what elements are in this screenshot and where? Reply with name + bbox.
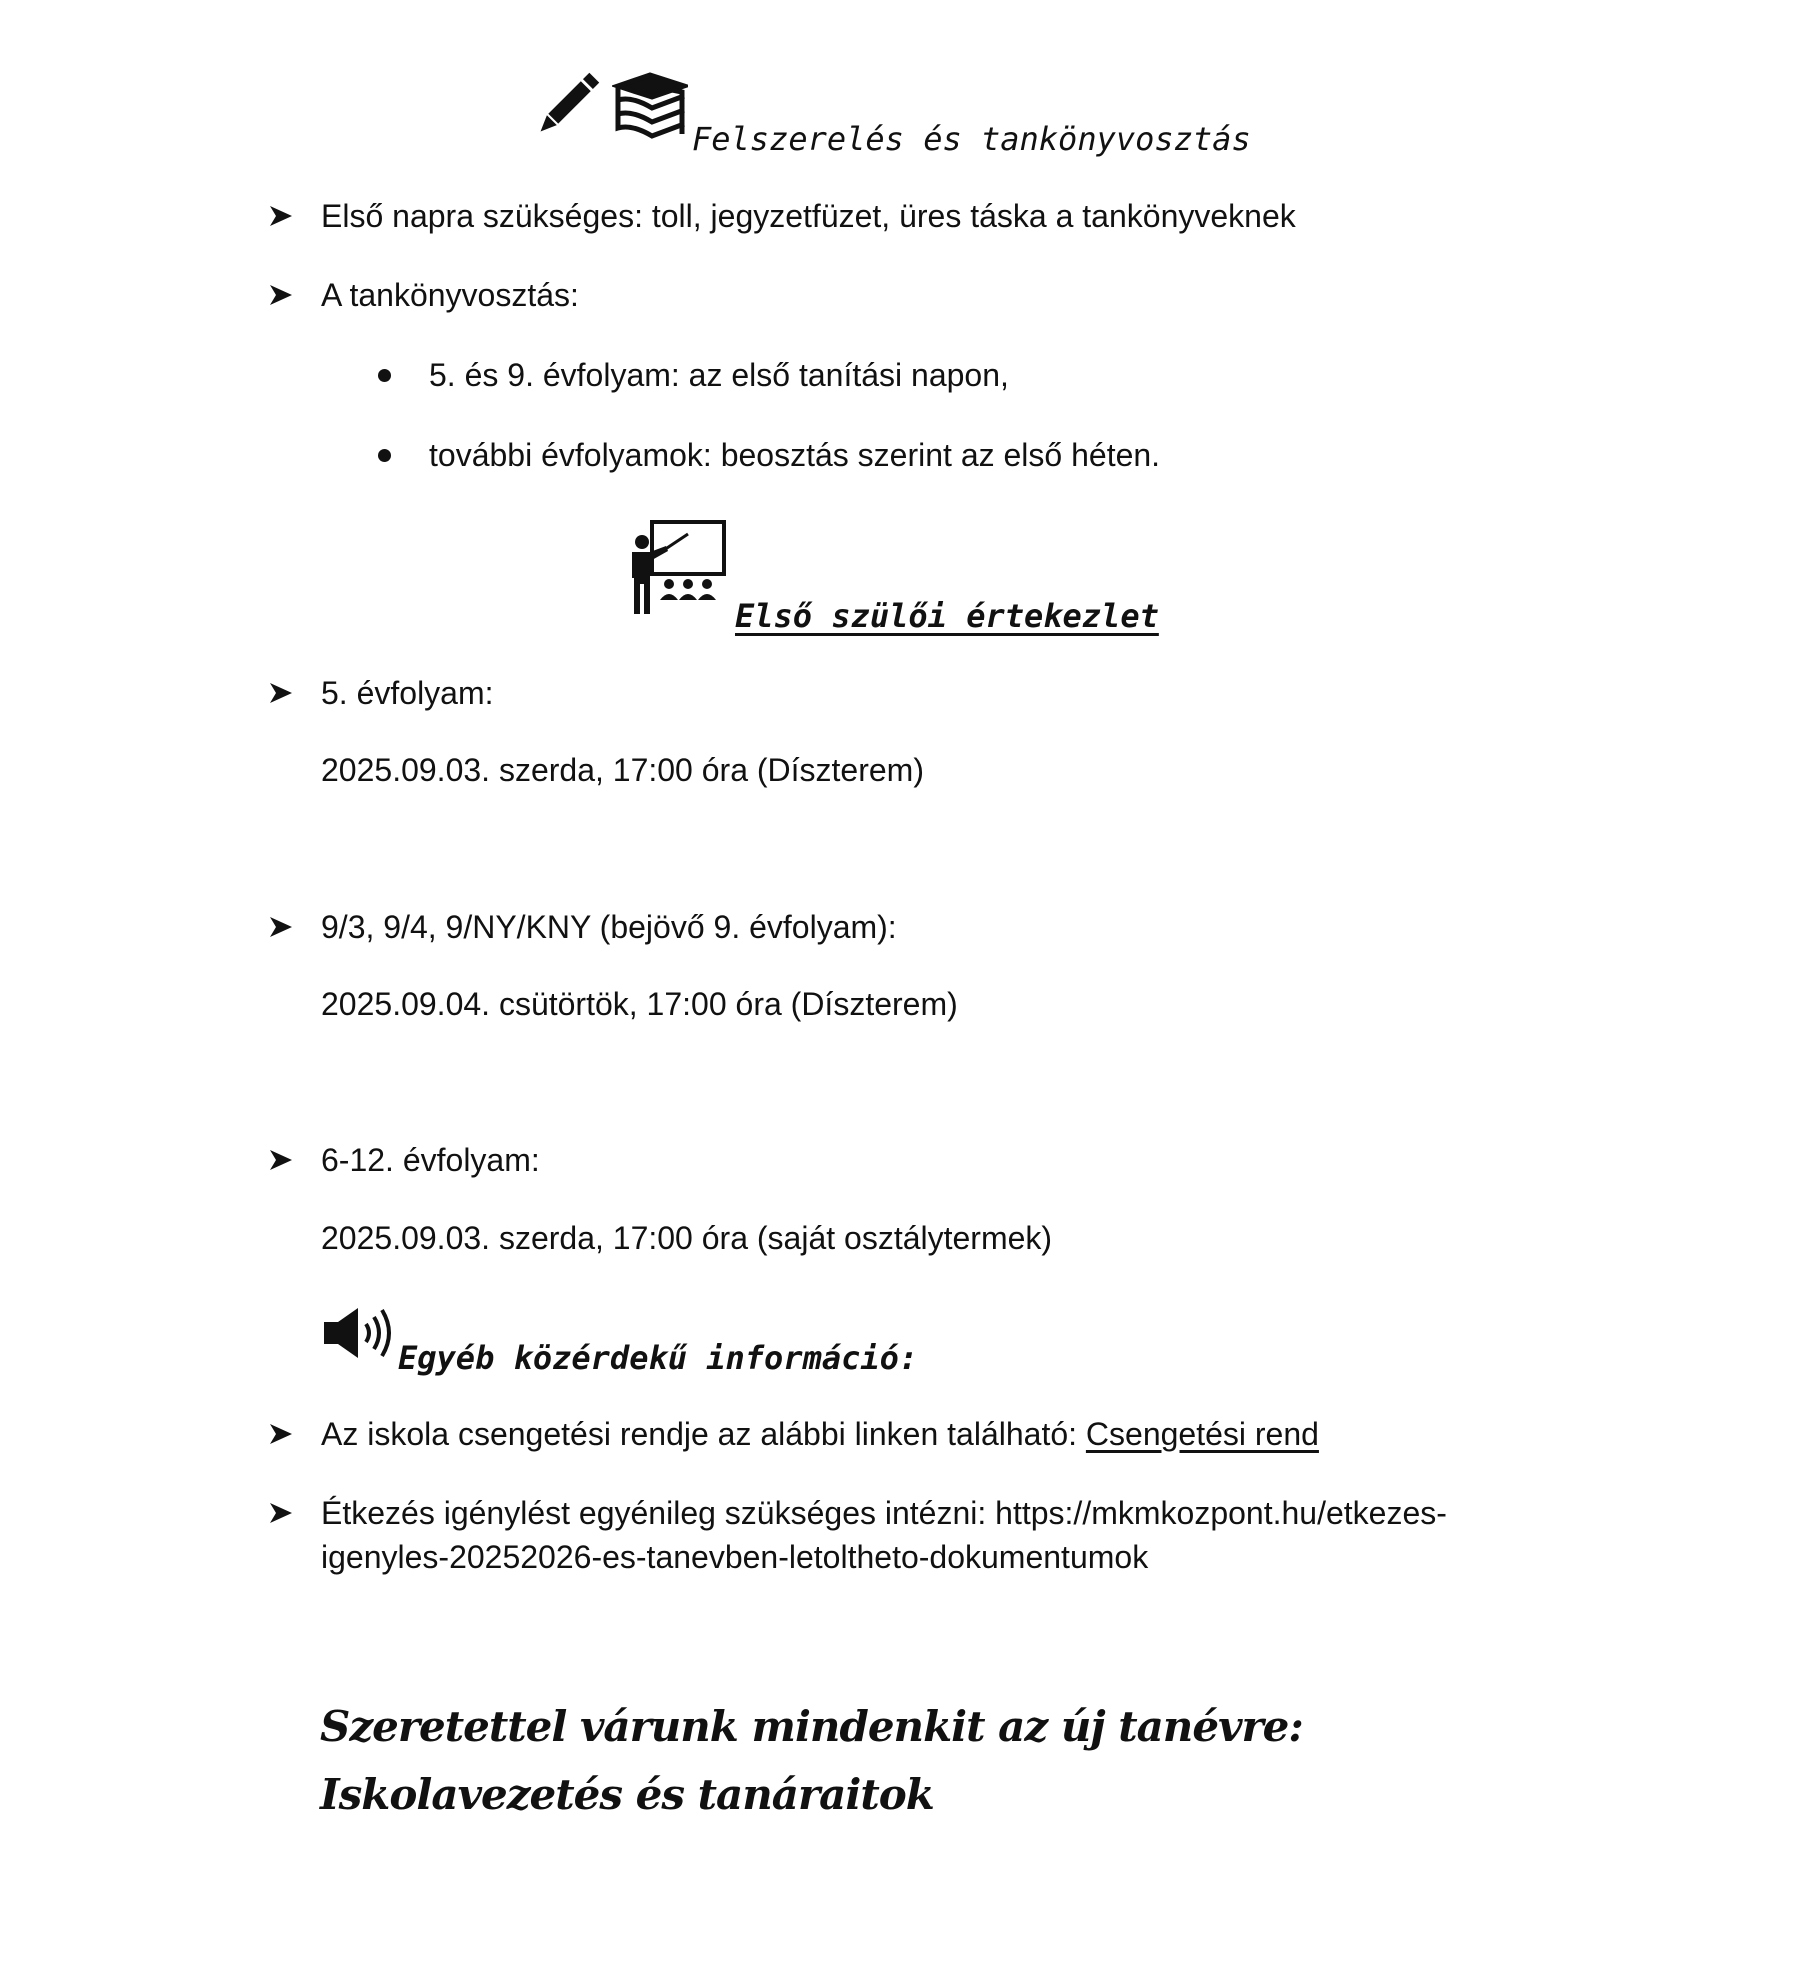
closing-greeting: Szeretettel várunk mindenkit az új tanévre: bbox=[320, 1702, 1303, 1751]
closing-signature: Iskolavezetés és tanáraitok bbox=[320, 1770, 934, 1819]
bell-schedule-item bbox=[321, 1414, 1319, 1454]
meal-request-line2: igenyles-20252026-es-tanevben-letoltheto-dokumentumok bbox=[321, 1539, 1149, 1575]
meeting-detail: 2025.09.03. szerda, 17:00 óra (Díszterem) bbox=[321, 752, 924, 788]
section-title-equipment: Felszerelés és tankönyvosztás bbox=[692, 120, 1251, 158]
bell-schedule-link[interactable]: Csengetési rend bbox=[1085, 1416, 1319, 1452]
section-title-parent-meeting: Első szülői értekezlet bbox=[735, 597, 1159, 635]
meeting-label: 5. évfolyam: bbox=[321, 675, 494, 711]
arrow-bullet-icon bbox=[268, 914, 294, 940]
arrow-bullet-icon bbox=[268, 282, 294, 308]
meal-request-line1: Étkezés igénylést egyénileg szükséges intézni: https://mkmkozpont.hu/etkezes- bbox=[321, 1495, 1447, 1531]
meeting-detail: 2025.09.04. csütörtök, 17:00 óra (Díszterem) bbox=[321, 986, 958, 1022]
list-item: Első napra szükséges: toll, jegyzetfüzet, üres táska a tankönyveknek bbox=[321, 198, 1296, 234]
meeting-detail: 2025.09.03. szerda, 17:00 óra (saját osztálytermek) bbox=[321, 1220, 1053, 1256]
sub-list-item: további évfolyamok: beosztás szerint az első héten. bbox=[429, 437, 1161, 473]
teacher-presentation-icon bbox=[620, 518, 730, 618]
arrow-bullet-icon bbox=[268, 680, 294, 706]
bullet-dot bbox=[378, 369, 391, 382]
list-item: A tankönyvosztás: bbox=[321, 277, 579, 313]
arrow-bullet-icon bbox=[268, 1421, 294, 1447]
speaker-icon bbox=[322, 1304, 394, 1362]
sub-list-item: 5. és 9. évfolyam: az első tanítási napon, bbox=[429, 357, 1009, 393]
books-icon bbox=[612, 70, 688, 144]
arrow-bullet-icon bbox=[268, 1147, 294, 1173]
meeting-label: 9/3, 9/4, 9/NY/KNY (bejövő 9. évfolyam): bbox=[321, 909, 897, 945]
bell-schedule-text: Az iskola csengetési rendje az alábbi linken található: bbox=[321, 1416, 1086, 1452]
section-title-other-info: Egyéb közérdekű információ: bbox=[398, 1339, 919, 1377]
arrow-bullet-icon bbox=[268, 203, 294, 229]
bullet-dot bbox=[378, 449, 391, 462]
arrow-bullet-icon bbox=[268, 1500, 294, 1526]
meeting-label: 6-12. évfolyam: bbox=[321, 1142, 540, 1178]
pencil-icon bbox=[528, 68, 604, 144]
